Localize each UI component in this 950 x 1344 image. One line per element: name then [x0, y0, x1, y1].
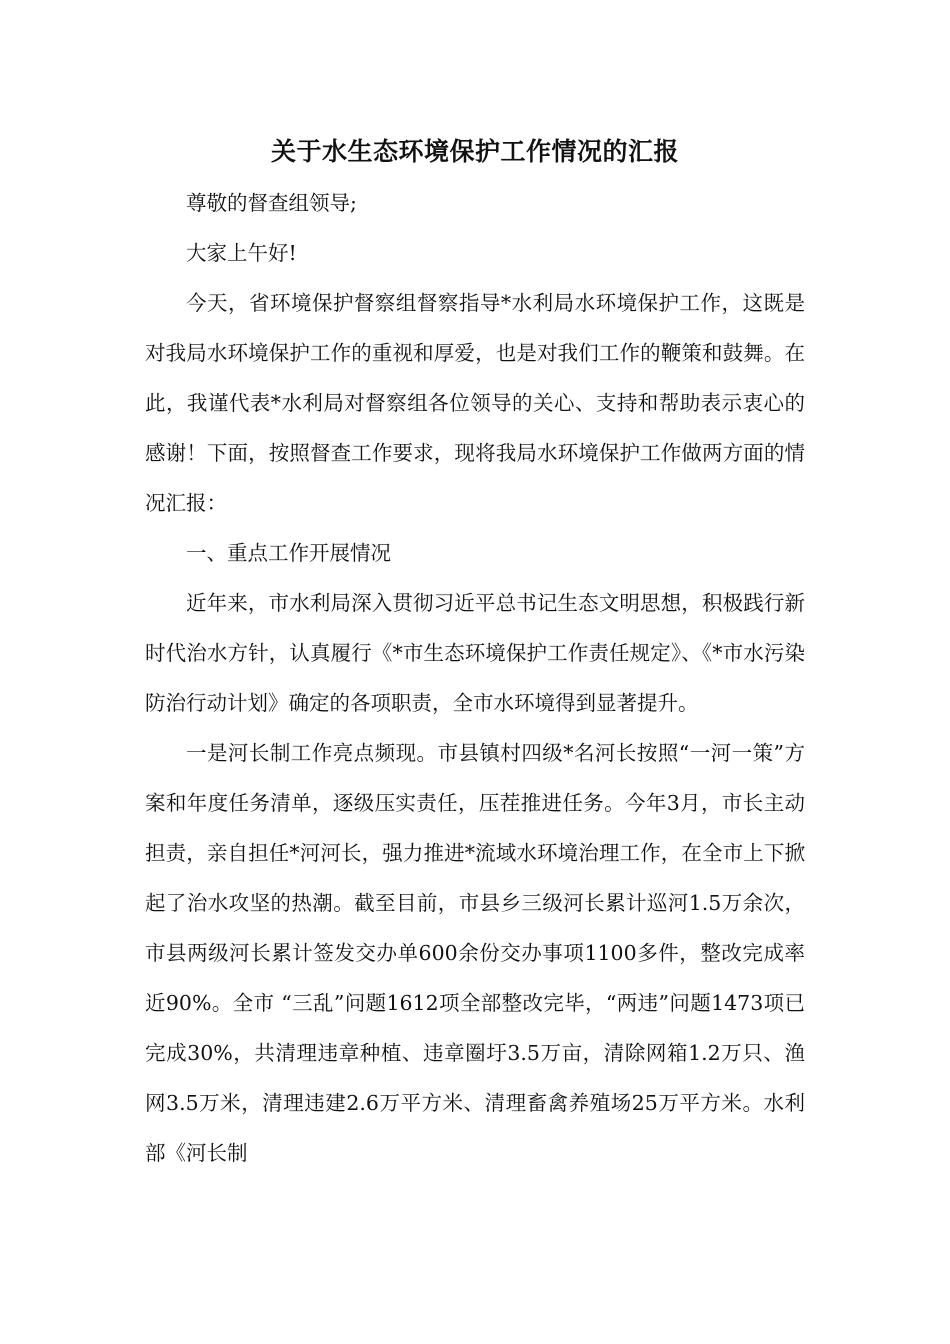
document-title: 关于水生态环境保护工作情况的汇报	[270, 137, 679, 166]
document-page	[145, 126, 805, 1178]
river-chief-paragraph: 一是河长制工作亮点频现。市县镇村四级*名河长按照“一河一策”方案和年度任务清单，逐级压实责任，压茬推进任务。今年3月，市长主动担责，亲自担任*河河长，强力推进*流域水环境治理工作，在全市上下掀起了治水攻坚的热潮。截至目前，市县乡三级河长累计巡河1.5万余次，市县两级河长累计签发交办单600余份交办事项1100多件，整改完成率近90%。全市 “三乱”问题1612项全部整改完毕，“两违”问题1473项已完成30%，共清理违章种植、违章圈圩3.5万亩，清除网箱1.2万只、渔网3.5万米，清理违建2.6万平方米、清理畜禽养殖场25万平方米。水利部《河长制	[145, 741, 805, 1165]
section-heading: 一、重点工作开展情况	[186, 541, 391, 565]
intro-paragraph: 今天，省环境保护督察组督察指导*水利局水环境保护工作，这既是对我局水环境保护工作的重视和厚爱，也是对我们工作的鞭策和鼓舞。在此，我谨代表*水利局对督察组各位领导的关心、支持和帮助表示衷心的感谢！下面，按照督查工作要求，现将我局水环境保护工作做两方面的情况汇报：	[145, 291, 805, 515]
greeting: 大家上午好!	[186, 241, 297, 265]
salutation: 尊敬的督查组领导;	[186, 191, 357, 215]
overview-paragraph: 近年来，市水利局深入贯彻习近平总书记生态文明思想，积极践行新时代治水方针，认真履行《*市生态环境保护工作责任规定》、《*市水污染防治行动计划》确定的各项职责，全市水环境得到显著提升。	[145, 591, 805, 715]
